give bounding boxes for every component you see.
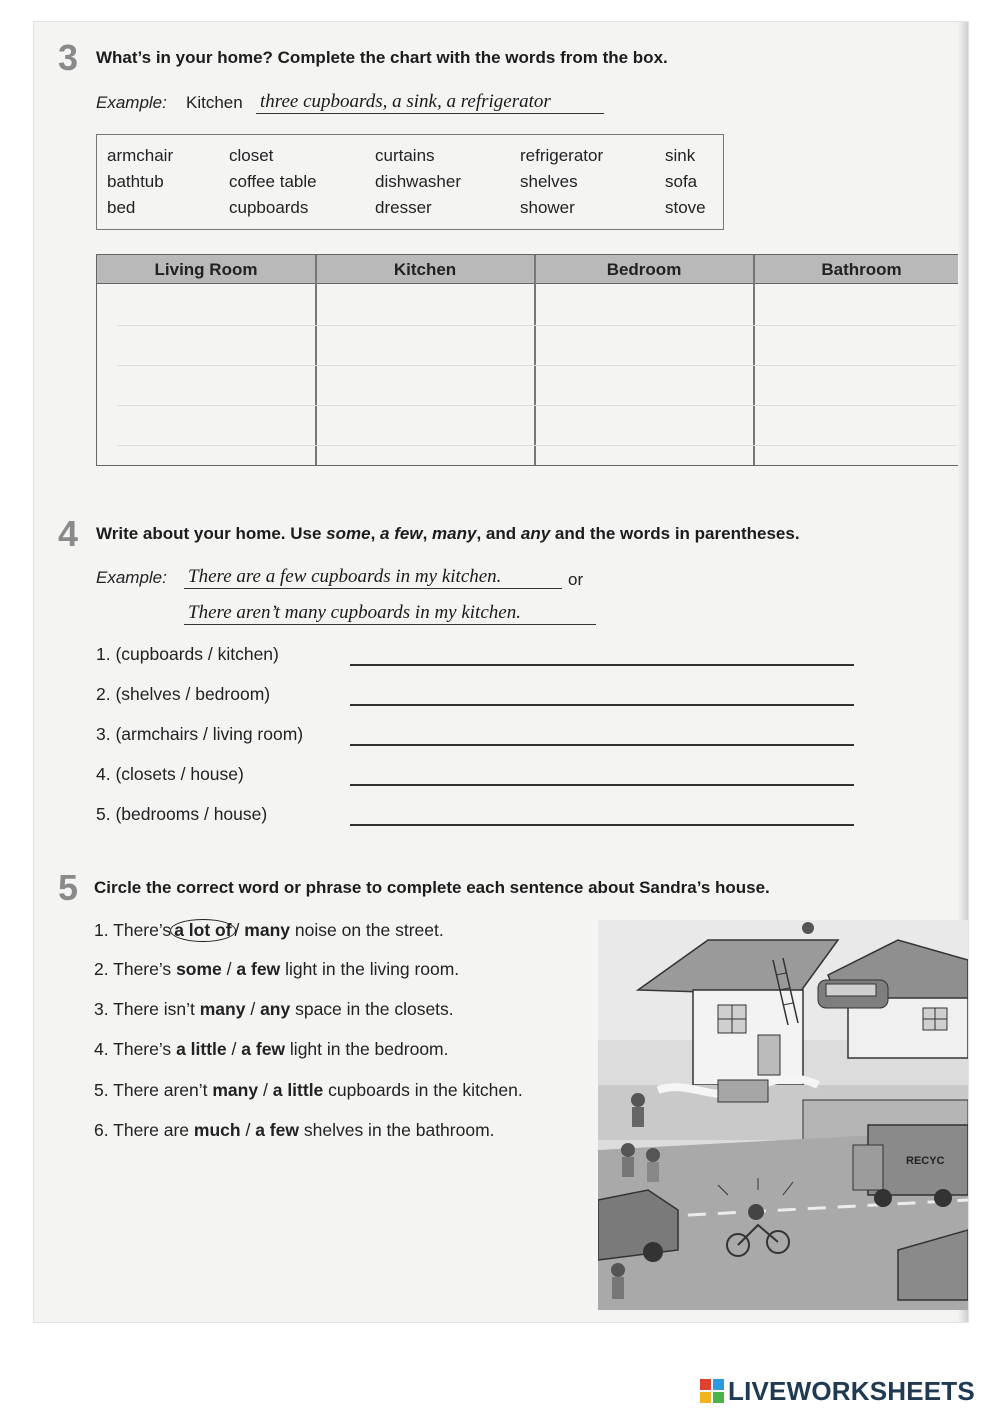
show-through-line bbox=[117, 405, 957, 406]
liveworksheets-logo-text: LIVEWORKSHEETS bbox=[728, 1375, 975, 1406]
exercise-4-item-3: 3. (armchairs / living room) bbox=[96, 724, 304, 744]
chart-cell-kitchen[interactable] bbox=[317, 285, 533, 465]
show-through-line bbox=[117, 325, 957, 326]
chart-header-kitchen: Kitchen bbox=[393, 260, 457, 279]
word: dishwasher bbox=[375, 172, 461, 191]
word: bed bbox=[107, 198, 136, 217]
option-circled[interactable]: a lot of bbox=[170, 919, 235, 942]
word: bathtub bbox=[107, 172, 164, 191]
option[interactable]: any bbox=[260, 999, 291, 1019]
exercise-4-item-4: 4. (closets / house) bbox=[96, 764, 244, 784]
answer-line-2[interactable] bbox=[350, 704, 854, 706]
exercise-5-item-4: 4. There’s a little / a few light in the bedroom. bbox=[94, 1039, 449, 1059]
exercise-3-number: 3 bbox=[58, 37, 79, 78]
option[interactable]: a few bbox=[241, 1039, 286, 1059]
word: refrigerator bbox=[520, 146, 604, 165]
exercise-4-instruction: Write about your home. Use some, a few, many, and any and the words in parentheses. bbox=[96, 524, 800, 543]
exercise-4-item-1: 1. (cupboards / kitchen) bbox=[96, 644, 279, 664]
exercise-4-example-line-1: There are a few cupboards in my kitchen. bbox=[184, 566, 562, 589]
exercise-3-instruction: What’s in your home? Complete the chart with the words from the box. bbox=[96, 48, 668, 67]
exercise-4-example-or: or bbox=[568, 570, 584, 589]
option[interactable]: some bbox=[176, 959, 222, 979]
exercise-5-item-3: 3. There isn’t many / any space in the closets. bbox=[94, 999, 454, 1019]
word-box bbox=[96, 134, 724, 230]
street-scene-drawing bbox=[598, 920, 968, 1310]
chart-cell-bedroom[interactable] bbox=[536, 285, 752, 465]
exercise-3-example-answer: three cupboards, a sink, a refrigerator bbox=[256, 91, 604, 114]
exercise-5-item-6: 6. There are much / a few shelves in the bathroom. bbox=[94, 1120, 495, 1140]
word: sofa bbox=[665, 172, 698, 191]
option[interactable]: a few bbox=[236, 959, 281, 979]
option[interactable]: many bbox=[212, 1080, 259, 1100]
word: dresser bbox=[375, 198, 432, 217]
option[interactable]: many bbox=[244, 920, 291, 940]
option[interactable]: a little bbox=[176, 1039, 227, 1059]
exercise-5-number: 5 bbox=[58, 867, 79, 908]
word: shelves bbox=[520, 172, 578, 191]
answer-line-1[interactable] bbox=[350, 664, 854, 666]
liveworksheets-logo bbox=[700, 1376, 975, 1406]
chart-cell-bathroom[interactable] bbox=[755, 285, 967, 465]
answer-line-3[interactable] bbox=[350, 744, 854, 746]
word: curtains bbox=[375, 146, 435, 165]
word: shower bbox=[520, 198, 575, 217]
exercise-5-item-5: 5. There aren’t many / a little cupboards in the kitchen. bbox=[94, 1080, 523, 1100]
option[interactable]: a little bbox=[272, 1080, 324, 1100]
room-chart bbox=[96, 254, 968, 466]
liveworksheets-logo-icon bbox=[700, 1379, 724, 1403]
option[interactable]: much bbox=[193, 1120, 241, 1140]
exercise-5-item-1: 1. There’s a lot of / many noise on the street. bbox=[94, 920, 444, 940]
show-through-line bbox=[117, 445, 957, 446]
option[interactable]: many bbox=[199, 999, 246, 1019]
exercise-5-instruction: Circle the correct word or phrase to complete each sentence about Sandra’s house. bbox=[94, 878, 770, 897]
chart-header-bedroom: Bedroom bbox=[606, 260, 682, 279]
exercise-4-item-2: 2. (shelves / bedroom) bbox=[96, 684, 271, 704]
exercise-4-example-line-2: There aren’t many cupboards in my kitchen. bbox=[184, 602, 596, 625]
word: stove bbox=[665, 198, 706, 217]
option[interactable]: a few bbox=[255, 1120, 299, 1140]
exercise-3-example-room: Kitchen bbox=[186, 93, 243, 112]
word: cupboards bbox=[229, 198, 309, 217]
truck-label: RECYC bbox=[906, 1155, 945, 1167]
answer-line-4[interactable] bbox=[350, 784, 854, 786]
exercise-4-number: 4 bbox=[58, 513, 79, 554]
exercise-4-example-label: Example: bbox=[96, 568, 167, 587]
word: closet bbox=[229, 146, 274, 165]
exercise-5-item-2: 2. There’s some / a few light in the living room. bbox=[94, 959, 460, 979]
chart-header-row bbox=[97, 255, 968, 284]
word: sink bbox=[665, 146, 696, 165]
chart-header-bathroom: Bathroom bbox=[821, 260, 902, 279]
word: armchair bbox=[107, 146, 174, 165]
chart-cell-living-room[interactable] bbox=[97, 285, 314, 465]
answer-line-5[interactable] bbox=[350, 824, 854, 826]
chart-header-living-room: Living Room bbox=[154, 260, 258, 279]
word: coffee table bbox=[229, 172, 317, 191]
show-through-line bbox=[117, 365, 957, 366]
exercise-4-item-5: 5. (bedrooms / house) bbox=[96, 804, 268, 824]
street-illustration bbox=[598, 920, 968, 1310]
exercise-3-example-label: Example: bbox=[96, 93, 167, 112]
